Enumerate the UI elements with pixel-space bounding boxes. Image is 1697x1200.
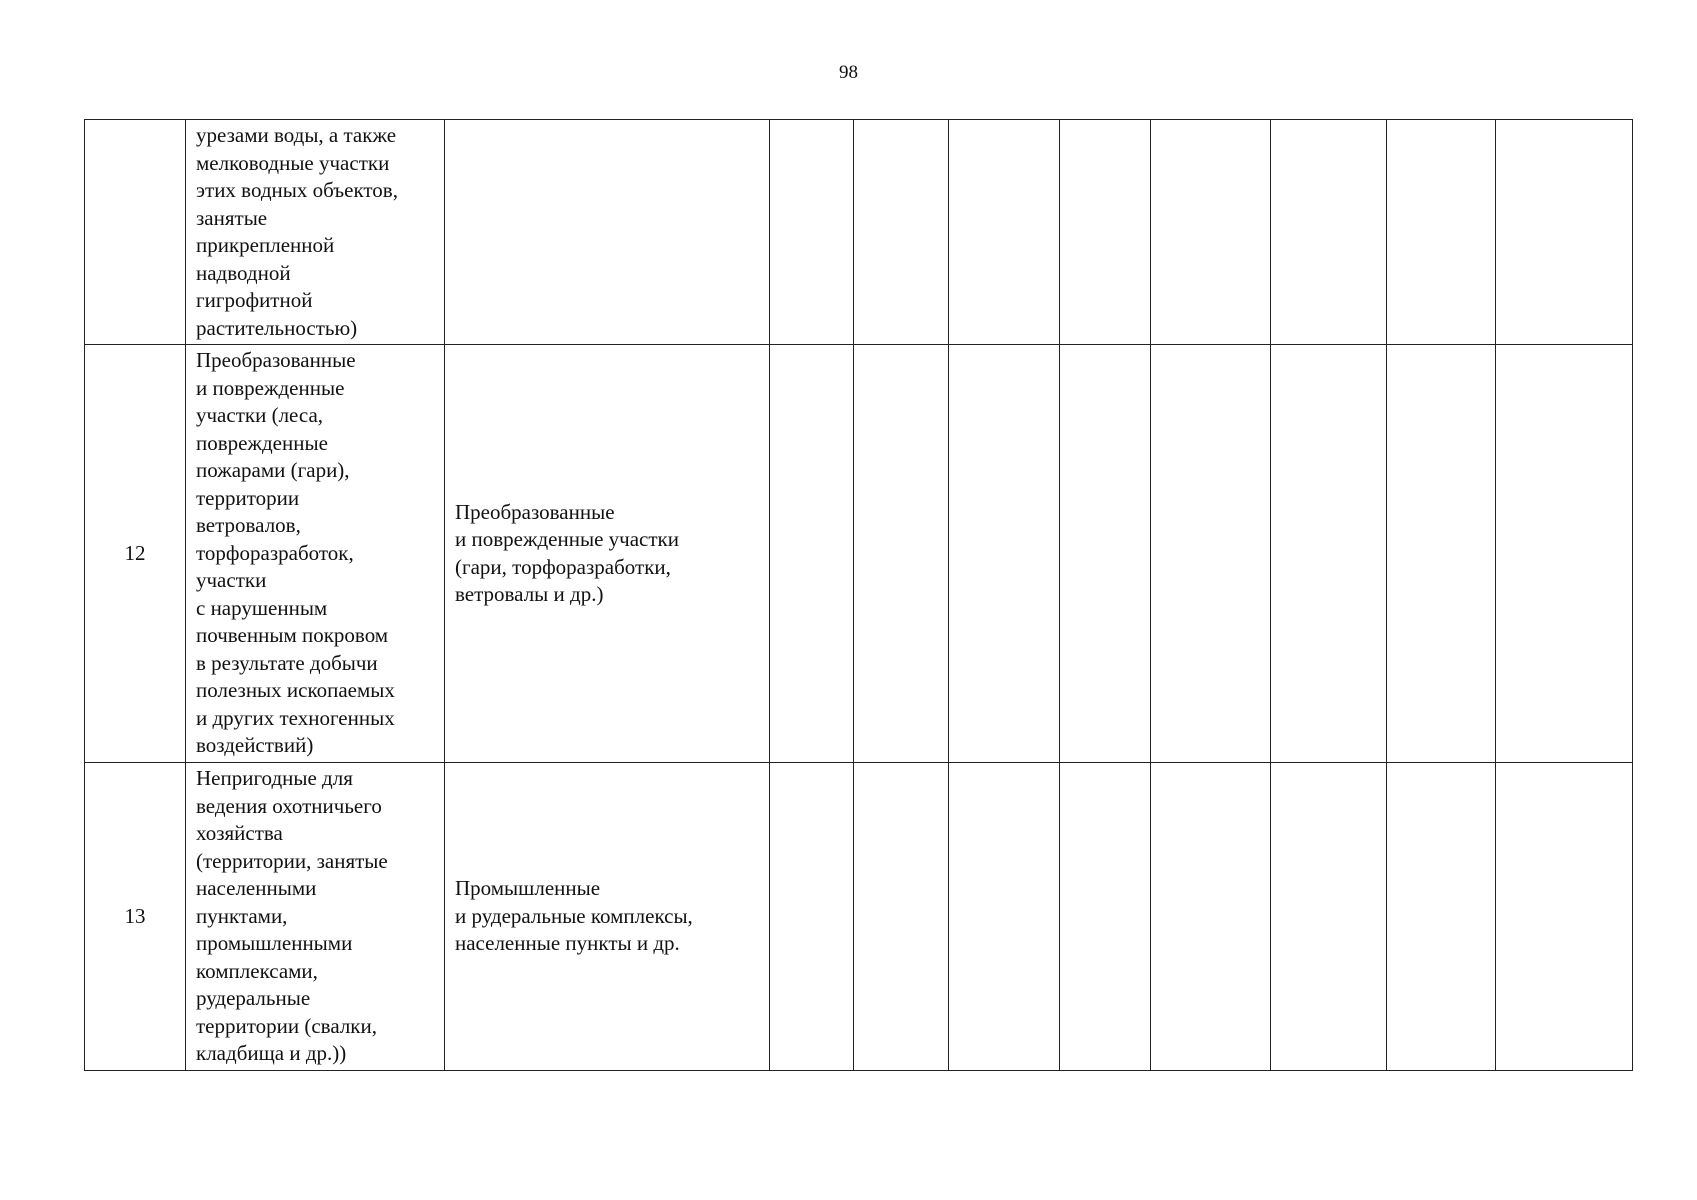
category-text: урезами воды, а также мелководные участки этих водных объектов, занятые прикрепленной надводной гигрофитной растительностью) — [196, 123, 398, 340]
empty-cell — [1271, 763, 1387, 1071]
empty-cell — [1151, 763, 1271, 1071]
empty-cell — [1496, 345, 1633, 763]
category-text: Преобразованные и поврежденные участки (леса, поврежденные пожарами (гари), территории ветровалов, торфоразработок, участки с нарушенным почвенным покровом в результате добычи полезных ископаемых и других техногенных воздействий) — [196, 348, 395, 757]
empty-cell — [1151, 120, 1271, 345]
empty-cell — [949, 120, 1060, 345]
empty-cell — [1271, 120, 1387, 345]
row-number: 12 — [85, 345, 186, 763]
category-cell — [186, 763, 445, 1071]
empty-cell — [1387, 345, 1496, 763]
table-row — [85, 120, 1633, 345]
table-row — [85, 763, 1633, 1071]
empty-cell — [1060, 345, 1151, 763]
empty-cell — [1060, 120, 1151, 345]
description-text: Промышленные и рудеральные комплексы, населенные пункты и др. — [455, 876, 693, 955]
empty-cell — [770, 345, 854, 763]
empty-cell — [770, 763, 854, 1071]
empty-cell — [949, 345, 1060, 763]
empty-cell — [1151, 345, 1271, 763]
category-cell — [186, 120, 445, 345]
empty-cell — [1271, 345, 1387, 763]
empty-cell — [854, 120, 949, 345]
category-cell — [186, 345, 445, 763]
description-cell — [445, 763, 770, 1071]
habitat-table — [84, 119, 1633, 1071]
table-row — [85, 345, 1633, 763]
empty-cell — [770, 120, 854, 345]
empty-cell — [1060, 763, 1151, 1071]
empty-cell — [949, 763, 1060, 1071]
row-number: 13 — [85, 763, 186, 1071]
empty-cell — [1496, 763, 1633, 1071]
category-text: Непригодные для ведения охотничьего хозяйства (территории, занятые населенными пунктами, промышленными комплексами, рудеральные территории (свалки, кладбища и др.)) — [196, 766, 388, 1065]
description-cell — [445, 345, 770, 763]
empty-cell — [1387, 763, 1496, 1071]
page-number: 98 — [839, 62, 858, 83]
empty-cell — [1496, 120, 1633, 345]
description-text: Преобразованные и поврежденные участки (гари, торфоразработки, ветровалы и др.) — [455, 499, 679, 606]
empty-cell — [854, 345, 949, 763]
description-cell — [445, 120, 770, 345]
row-number — [85, 120, 186, 345]
empty-cell — [1387, 120, 1496, 345]
empty-cell — [854, 763, 949, 1071]
